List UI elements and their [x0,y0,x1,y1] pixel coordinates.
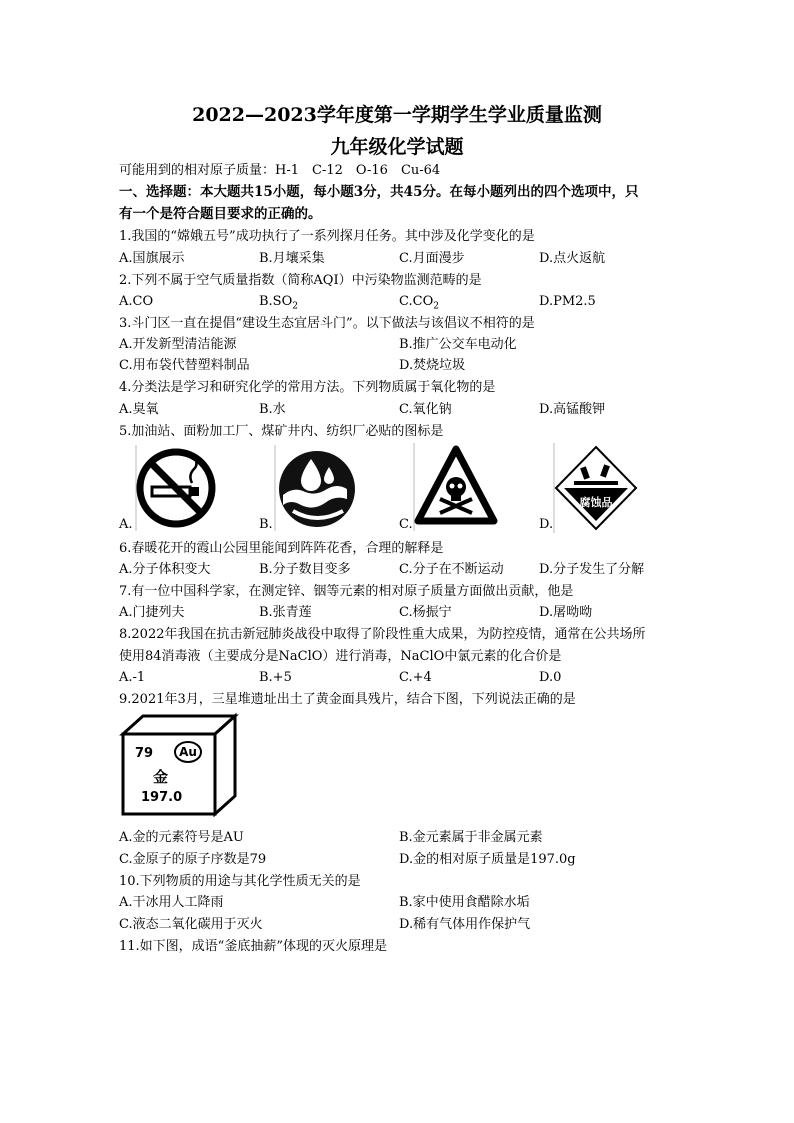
section-heading-line1: 一、选择题：本大题共15小题，每小题3分，共45分。在每小题列出的四个选项中，只 [119,184,639,200]
q3-option-d: D.焚烧垃圾 [399,358,466,373]
q9-option-a: A.金的元素符号是AU [119,830,244,845]
q4-option-b: B.水 [259,402,286,417]
corrosive-round-icon [273,445,357,531]
q10-option-c: C.液态二氧化碳用于灭火 [119,917,263,932]
q5-option-d: D. [539,517,554,532]
q10-option-a: A.干冰用人工降雨 [119,895,224,910]
q7-option-b: B.张青莲 [259,605,312,620]
atomic-mass-note: 可能用到的相对原子质量：H-1 C-12 O-16 Cu-64 [119,163,441,178]
question-2-stem: 2.下列不属于空气质量指数（简称AQI）中污染物监测范畴的是 [119,273,482,288]
q9-option-b: B.金元素属于非金属元素 [399,830,543,845]
q2-option-b: $B.SO_2$ [259,294,298,312]
question-7-stem: 7.有一位中国科学家，在测定锌、铟等元素的相对原子质量方面做出贡献，他是 [119,584,574,599]
question-11-stem: 11.如下图，成语“釜底抽薪”体现的灭火原理是 [119,939,387,954]
question-10-stem: 10.下列物质的用途与其化学性质无关的是 [119,874,361,889]
corrosive-diamond-icon [552,443,640,533]
q5-option-c: C. [399,517,413,532]
page-title: 2022—2023学年度第一学期学生学业质量监测 [192,104,602,126]
question-6-stem: 6.春暖花开的霞山公园里能闻到阵阵花香，合理的解释是 [119,541,444,556]
q6-option-a: A.分子体积变大 [119,562,211,577]
q1-option-d: D.点火返航 [539,251,606,266]
q4-option-d: D.高锰酸钾 [539,402,606,417]
no-smoking-icon [134,445,218,531]
q3-option-b: B.推广公交车电动化 [399,337,517,352]
q7-option-c: C.杨振宁 [399,605,452,620]
q2-option-c: $C.CO_2$ [399,294,439,312]
q6-option-d: D.分子发生了分解 [539,562,645,577]
question-5-stem: 5.加油站、面粉加工厂、煤矿井内、纺织厂必贴的图标是 [119,424,444,439]
q6-option-b: B.分子数目变多 [259,562,351,577]
q1-option-b: B.月壤采集 [259,251,325,266]
element-name: 金 [153,768,169,786]
q1-option-a: A.国旗展示 [119,251,185,266]
question-8-stem-line1: 8.2022年我国在抗击新冠肺炎战役中取得了阶段性重大成果，为防控疫情，通常在公共场所 [119,627,646,642]
q10-option-d: D.稀有气体用作保护气 [399,917,531,932]
section-heading-line2: 有一个是符合题目要求的正确的。 [119,206,322,222]
element-symbol: Au [179,745,197,759]
q1-option-c: C.月面漫步 [399,251,465,266]
page-subtitle: 九年级化学试题 [330,136,464,158]
question-4-stem: 4.分类法是学习和研究化学的常用方法。下列物质属于氧化物的是 [119,380,496,395]
gold-element-cube [119,712,239,822]
q10-option-b: B.家中使用食醋除水垢 [399,895,530,910]
q2-option-d: D.PM2.5 [539,294,596,309]
q5-option-b: B. [259,517,273,532]
q8-option-d: D.0 [539,670,562,685]
q9-option-d: D.金的相对原子质量是197.0g [399,852,576,867]
poison-warning-icon [412,443,498,531]
q9-option-c: C.金原子的原子序数是79 [119,852,267,867]
q6-option-c: C.分子在不断运动 [399,562,504,577]
question-8-stem-line2: 使用84消毒液（主要成分是NaClO）进行消毒，NaClO中氯元素的化合价是 [119,649,562,664]
element-atomic-mass: 197.0 [141,790,183,805]
question-1-stem: 1.我国的“嫦娥五号”成功执行了一系列探月任务。其中涉及化学变化的是 [119,229,535,244]
q3-option-c: C.用布袋代替塑料制品 [119,358,250,373]
q8-option-a: A.-1 [119,670,146,685]
q8-option-c: C.+4 [399,670,432,685]
q7-option-a: A.门捷列夫 [119,605,185,620]
question-3-stem: 3.斗门区一直在提倡“建设生态宜居斗门”。以下做法与该倡议不相符的是 [119,316,535,331]
q2-option-a: A.CO [119,294,154,309]
question-9-stem: 9.2021年3月，三星堆遗址出土了黄金面具残片，结合下图，下列说法正确的是 [119,692,576,707]
q4-option-a: A.臭氧 [119,402,159,417]
q4-option-c: C.氧化钠 [399,402,452,417]
element-atomic-number: 79 [135,746,154,761]
q8-option-b: B.+5 [259,670,292,685]
q5-option-a: A. [119,517,133,532]
q7-option-d: D.屠呦呦 [539,605,593,620]
q3-option-a: A.开发新型清洁能源 [119,337,237,352]
corrosive-label: 腐蚀品 [579,496,613,509]
